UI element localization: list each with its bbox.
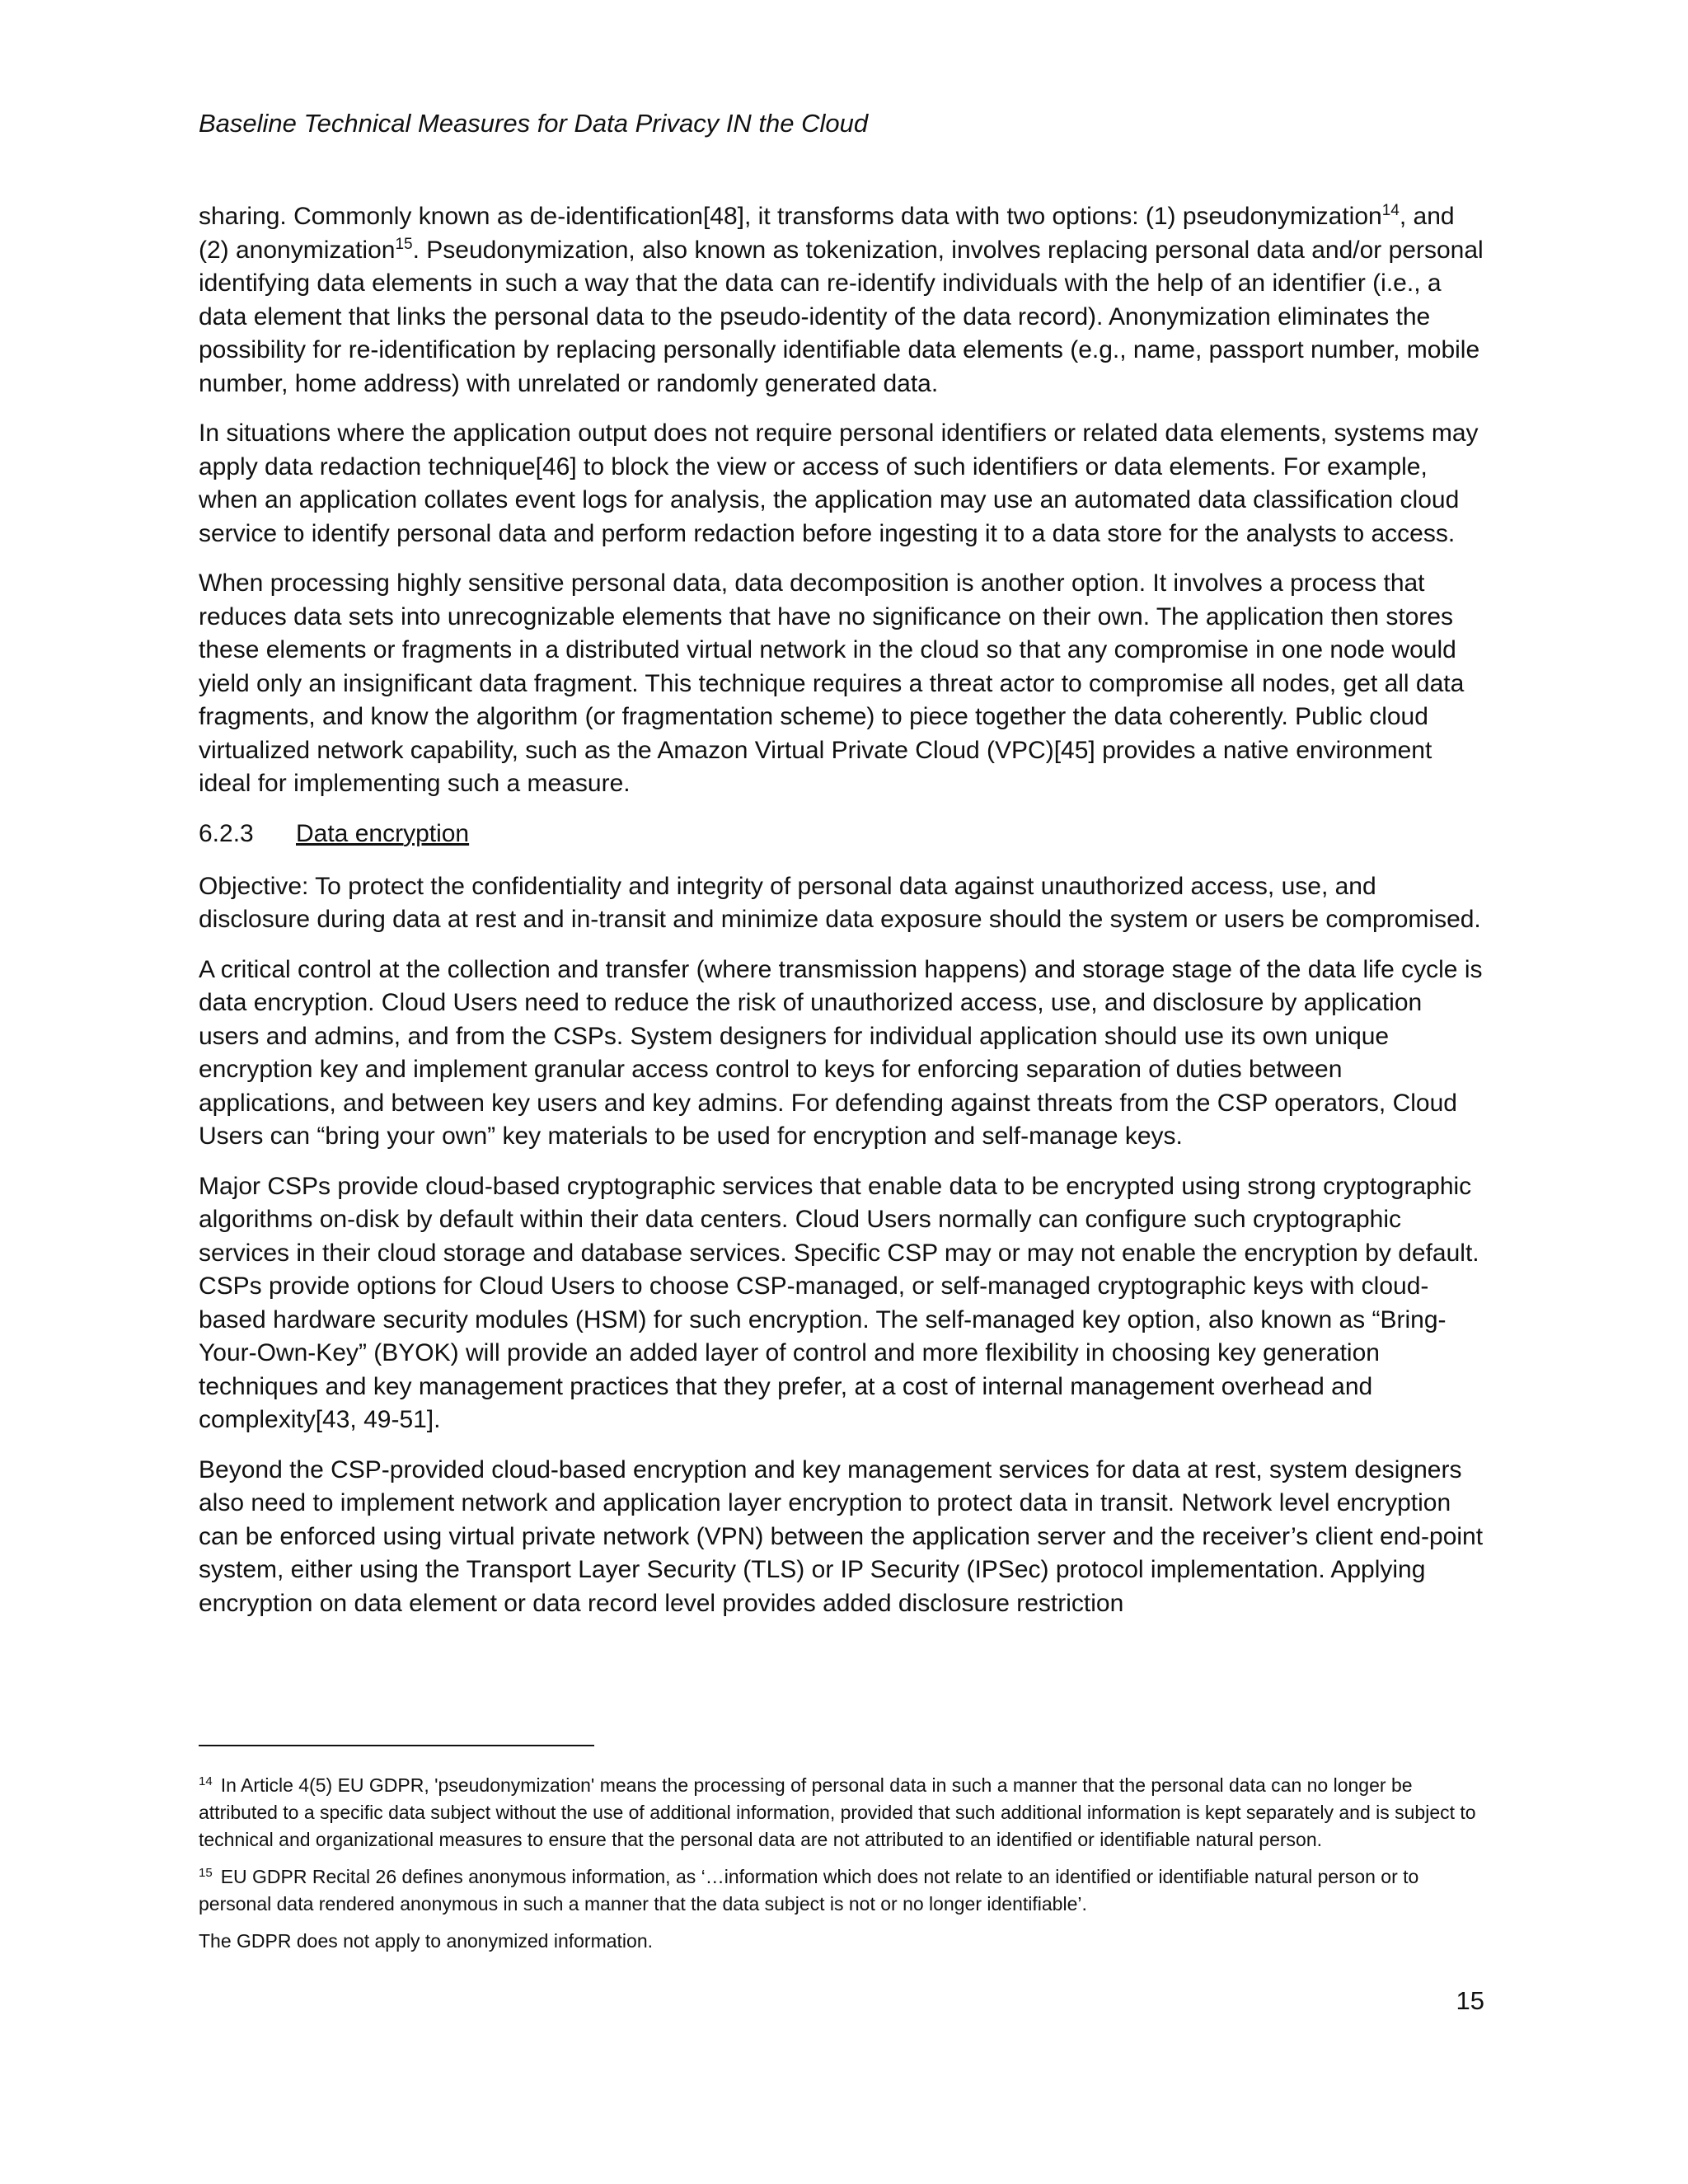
footnote-note: The GDPR does not apply to anonymized information.: [199, 1930, 654, 1952]
section-number: 6.2.3: [199, 819, 254, 847]
paragraph-3: When processing highly sensitive personal data, data decomposition is another option. It involves a process that reduces data sets into unrecognizable elements that have no significance on their own. The application then stores these elements or fragments in a distributed virtual network in the cloud so that any compromise in one node would yield only an insignificant data fragment. This technique requires a threat actor to compromise all nodes, get all data fragments, and know the algorithm (or fragmentation scheme) to piece together the data coherently. Public cloud virtualized network capability, such as the Amazon Virtual Private Cloud (VPC)[45] provides a native environment ideal for implementing such a measure.: [199, 569, 1465, 797]
section-title: Data encryption: [296, 819, 470, 847]
footnote-separator: [199, 1745, 594, 1746]
footnote-15: [199, 1863, 1484, 1918]
section-heading: [199, 818, 1484, 851]
page-number: 15: [1456, 1986, 1484, 2015]
paragraph-6: Major CSPs provide cloud-based cryptographic services that enable data to be encrypted using strong cryptographic algorithms on-disk by default within their data centers. Cloud Users normally can configure such cryptographic services in their cloud storage and database services. Specific CSP may or may not enable the encryption by default. CSPs provide options for Cloud Users to choose CSP-managed, or self-managed cryptographic keys with cloud-based hardware security modules (HSM) for such encryption. The self-managed key option, also known as “Bring-Your-Own-Key” (BYOK) will provide an added layer of control and more flexibility in choosing key generation techniques and key management practices that they prefer, at a cost of internal management overhead and complexity[43, 49-51].: [199, 1172, 1479, 1433]
body-text: [199, 200, 1484, 1637]
paragraph-7: Beyond the CSP-provided cloud-based encryption and key management services for data at rest, system designers also need to implement network and application layer encryption to protect data in transit. Network level encryption can be enforced using virtual private network (VPN) between the application server and the receiver’s client end-point system, either using the Transport Layer Security (TLS) or IP Security (IPSec) protocol implementation. Applying encryption on data element or data record level provides added disclosure restriction: [199, 1455, 1484, 1617]
paragraph-5: A critical control at the collection and transfer (where transmission happens) and storage stage of the data life cycle is data encryption. Cloud Users need to reduce the risk of unauthorized access, use, and disclosure by application users and admins, and from the CSPs. System designers for individual application should use its own unique encryption key and implement granular access control to keys for enforcing separation of duties between applications, and between key users and key admins. For defending against threats from the CSP operators, Cloud Users can “bring your own” key materials to be used for encryption and self-manage keys.: [199, 955, 1483, 1150]
paragraph-2: In situations where the application output does not require personal identifiers or related data elements, systems may apply data redaction technique[46] to block the view or access of such identifiers or data elements. For example, when an application collates event logs for analysis, the application may use an automated data classification cloud service to identify personal data and perform redaction before ingesting it to a data store for the analysts to access.: [199, 419, 1479, 547]
paragraph-1-part-b: , and (2) anonymization: [199, 203, 1455, 264]
paragraph-objective: Objective: To protect the confidentiality and integrity of personal data against unauthorized access, use, and disclosure during data at rest and in-transit and minimize data exposure should the system or users be compromised.: [199, 872, 1481, 933]
footnote-14: [199, 1772, 1484, 1854]
footnote-marker: 14: [199, 1774, 213, 1788]
footnote-ref-15[interactable]: 15: [395, 235, 413, 253]
paragraph-1: [199, 200, 1484, 401]
footnote-ref-14[interactable]: 14: [1381, 202, 1400, 219]
footnotes: [199, 1772, 1484, 1955]
paragraph-1-part-c: . Pseudonymization, also known as tokenization, involves replacing personal data and/or personal identifying data elements in such a way that the data can re-identify individuals with the help of an identifier (i.e., a data element that links the personal data to the pseudo-identity of the data record). Anonymization eliminates the possibility for re-identification by replacing personally identifiable data elements (e.g., name, passport number, mobile number, home address) with unrelated or randomly generated data.: [199, 236, 1484, 397]
running-header: Baseline Technical Measures for Data Privacy IN the Cloud: [199, 109, 869, 138]
paragraph-1-part-a: sharing. Commonly known as de-identification[48], it transforms data with two options: (1) pseudonymization: [199, 203, 1382, 230]
footnote-text: In Article 4(5) EU GDPR, 'pseudonymization' means the processing of personal data in such a manner that the personal data can no longer be attributed to a specific data subject without the use of additional information, provided that such additional information is kept separately and is subject to technical and organizational measures to ensure that the personal data are not attributed to an identified or identifiable natural person.: [199, 1774, 1476, 1850]
footnote-text: EU GDPR Recital 26 defines anonymous information, as ‘…information which does not relate to an identified or identifiable natural person or to personal data rendered anonymous in such a manner that the data subject is not or no longer identifiable’.: [199, 1866, 1419, 1915]
footnote-marker: 15: [199, 1866, 213, 1880]
